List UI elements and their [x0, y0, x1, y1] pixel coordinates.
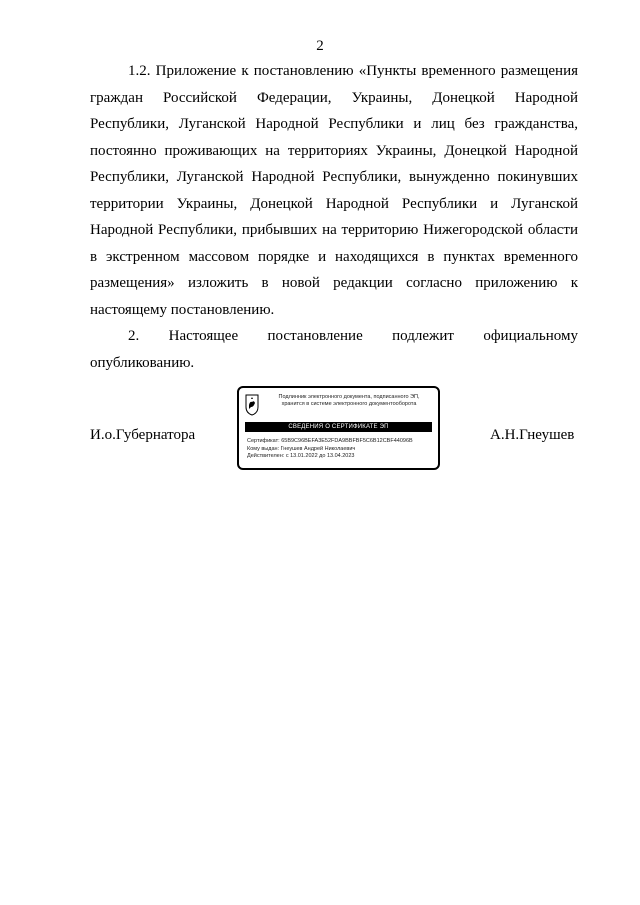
stamp-notice [263, 394, 435, 408]
stamp-valid-row [247, 453, 436, 461]
coat-of-arms-icon [245, 394, 259, 416]
paragraph-2: 2. Настоящее постановление подлежит официальному опубликованию. [90, 328, 578, 371]
digital-signature-stamp [237, 386, 440, 470]
stamp-certificate-row [247, 438, 436, 446]
signer-title: И.о.Губернатора [90, 427, 196, 443]
paragraph-1-2: 1.2. Приложение к постановлению «Пункты временного размещения граждан Российской Федерации, Украины, Донецкой Народной Республики, Луганской Народной Республики и лиц без гражданства, постоянно проживающих на территориях Украины, Донецкой Народной Республики, Луганской Народной Республики, вынужденно покинувших территории Украины, Донецкой Народной Республики и Луганской Народной Республики, прибывших на территорию Нижегородской области в экстренном массовом порядке и находящихся в пунктах временного размещения» изложить в новой редакции согласно приложению к настоящему постановлению. [90, 63, 578, 318]
document-body [90, 58, 578, 376]
stamp-valid-label: Действителен: [247, 453, 285, 459]
stamp-certificate-value: 65B9C96BEFA3E52FDA9BBFBF5C6B12CBF44096B [281, 438, 413, 444]
stamp-valid-value: с 13.01.2022 до 13.04.2023 [285, 453, 355, 459]
stamp-header: СВЕДЕНИЯ О СЕРТИФИКАТЕ ЭП [245, 422, 432, 432]
signer-name: А.Н.Гнеушев [490, 427, 575, 443]
stamp-issued-to-label: Кому выдан: [247, 445, 280, 452]
stamp-notice-line1: Подлинник электронного документа, подписанного ЭП, [278, 394, 420, 400]
stamp-issued-to-row [247, 446, 436, 454]
stamp-notice-line2: хранится в системе электронного документооборота [281, 401, 417, 407]
stamp-details [247, 438, 436, 461]
page-number: 2 [316, 38, 324, 54]
stamp-certificate-label: Сертификат: [247, 438, 280, 444]
stamp-issued-to-value: Гнеушев Андрей Николаевич [280, 445, 356, 452]
